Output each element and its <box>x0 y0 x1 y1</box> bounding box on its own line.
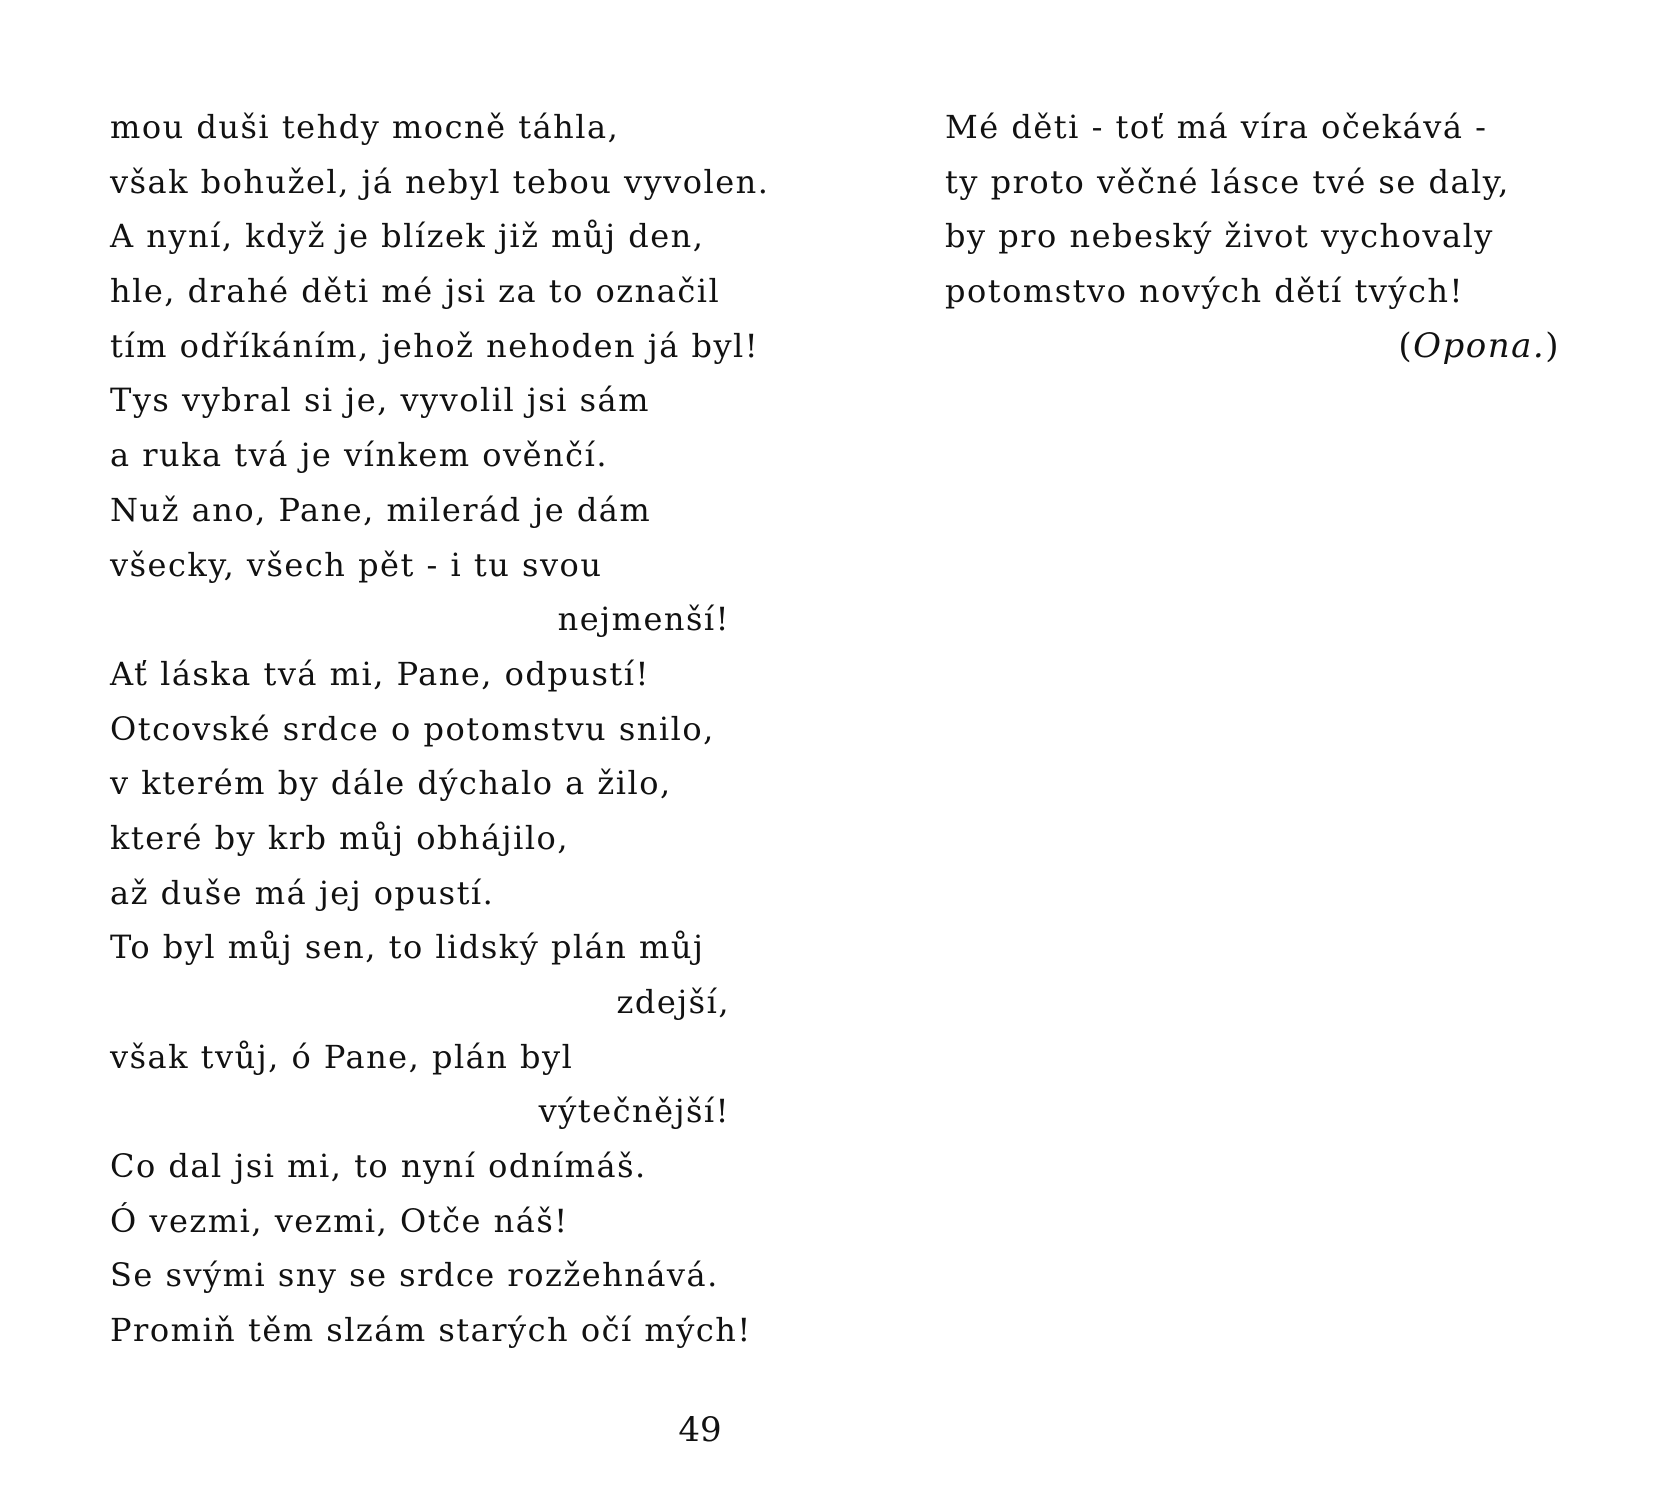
verse-line: všecky, všech pět - i tu svou <box>110 545 603 584</box>
verse-line-continuation: zdejší, <box>616 983 730 1021</box>
verse-line: v kterém by dále dýchalo a žilo, <box>110 764 672 803</box>
verse-line: které by krb můj obhájilo, <box>110 818 569 857</box>
verse-line: Ať láska tvá mi, Pane, odpustí! <box>110 654 650 693</box>
stage-direction-open-paren: ( <box>1398 325 1414 366</box>
verse-line: Otcovské srdce o potomstvu snilo, <box>110 709 715 748</box>
verse-line: Tys vybral si je, vyvolil jsi sám <box>110 381 650 420</box>
verse-line: by pro nebeský život vychovaly <box>945 217 1494 256</box>
verse-line: a ruka tvá je vínkem ověnčí. <box>110 436 608 475</box>
right-verse-column <box>945 100 1560 373</box>
verse-line: Se svými sny se srdce rozžehnává. <box>110 1256 719 1295</box>
verse-line: potomstvo nových dětí tvých! <box>945 272 1464 311</box>
verse-line: Co dal jsi mi, to nyní odnímáš. <box>110 1147 647 1186</box>
verse-line: hle, drahé děti mé jsi za to označil <box>110 272 721 311</box>
stage-direction <box>945 319 1560 374</box>
verse-line: ty proto věčné lásce tvé se daly, <box>945 162 1510 201</box>
verse-line: Nuž ano, Pane, milerád je dám <box>110 490 652 529</box>
verse-line: Mé děti - toť má víra očekává - <box>945 108 1488 146</box>
left-verse-column <box>110 100 770 1358</box>
stage-direction-close-paren: ) <box>1545 325 1560 366</box>
verse-line: Ó vezmi, vezmi, Otče náš! <box>110 1201 569 1240</box>
verse-line: tím odříkáním, jehož nehoden já byl! <box>110 326 760 365</box>
verse-line: však bohužel, já nebyl tebou vyvolen. <box>110 162 770 201</box>
verse-line: až duše má jej opustí. <box>110 873 495 912</box>
verse-line-continuation: výtečnější! <box>538 1092 730 1131</box>
verse-line: Promiň těm slzám starých očí mých! <box>110 1311 752 1350</box>
verse-line-continuation: nejmenší! <box>557 600 730 639</box>
verse-line: To byl můj sen, to lidský plán můj <box>110 928 705 967</box>
verse-line: A nyní, když je blízek již můj den, <box>110 217 705 256</box>
page-number: 49 <box>678 1410 722 1450</box>
verse-line: však tvůj, ó Pane, plán byl <box>110 1037 574 1076</box>
verse-line: mou duši tehdy mocně táhla, <box>110 108 620 146</box>
stage-direction-text: Opona. <box>1413 325 1546 366</box>
